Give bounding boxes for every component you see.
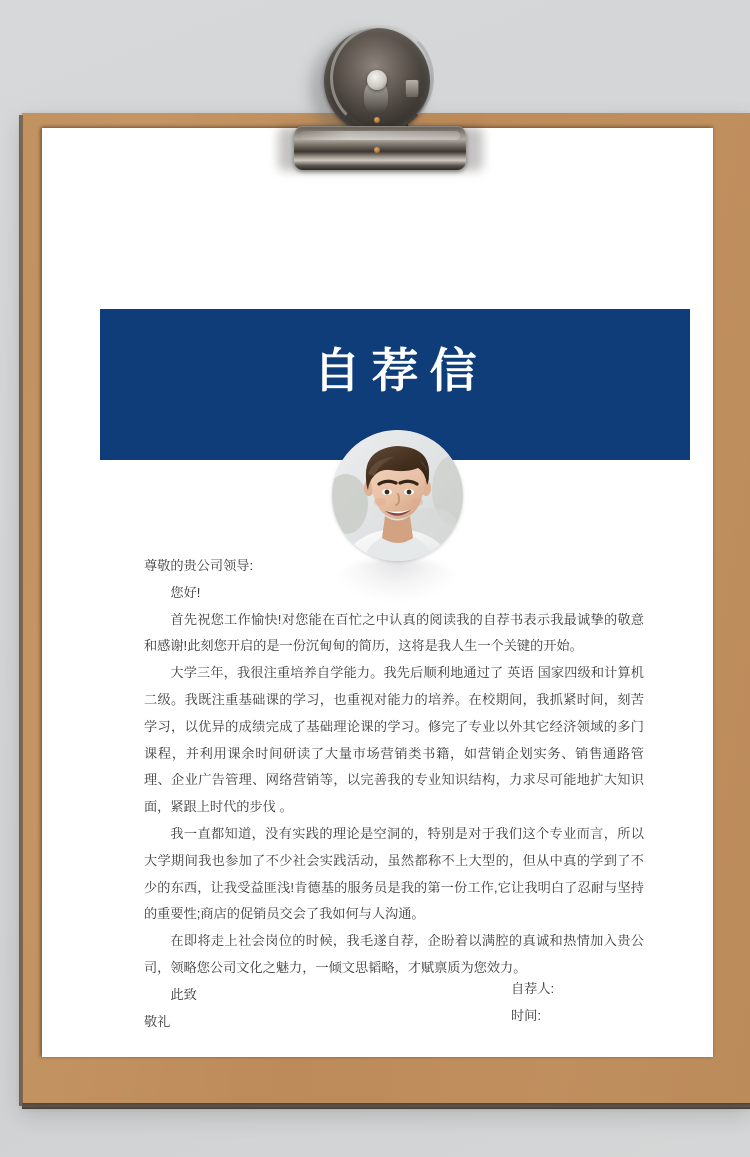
clip-release-tab <box>405 79 419 97</box>
letter-closing-1: 此致 <box>170 986 197 1002</box>
letter-body <box>144 553 644 1035</box>
date-label: 时间: <box>511 1008 542 1023</box>
signature-block <box>511 975 554 1029</box>
clipboard-left-edge <box>19 115 23 1106</box>
letter-closing-2: 敬礼 <box>144 1013 171 1029</box>
letter-paper <box>42 128 713 1057</box>
applicant-label: 自荐人: <box>511 981 555 996</box>
letter-greeting: 您好! <box>170 584 201 600</box>
avatar <box>332 430 463 561</box>
letter-paragraph-1: 首先祝您工作愉快!对您能在百忙之中认真的阅读我的自荐书表示我最诚挚的敬意和感谢!此刻您开启的是一份沉甸甸的简历，这将是我人生一个关键的开始。 <box>144 611 644 654</box>
clipboard-bottom-edge <box>22 1103 750 1109</box>
clipboard-board <box>22 113 750 1104</box>
avatar-photo <box>332 430 463 561</box>
clip-drum-gloss <box>364 79 388 113</box>
letter-salutation: 尊敬的贵公司领导: <box>144 558 254 573</box>
letter-paragraph-3: 我一直都知道，没有实践的理论是空洞的，特别是对于我们这个专业而言，所以大学期间我也参加了不少社会实践活动，虽然都称不上大型的，但从中真的学到了不少的东西，让我受益匪浅!肯德基的服务员是我的第一份工作,它让我明白了忍耐与坚持的重要性;商店的促销员交会了我如何与人沟通。 <box>144 825 644 922</box>
clip-drum-hole <box>367 70 387 90</box>
letter-paragraph-2: 大学三年，我很注重培养自学能力。我先后顺利地通过了 英语 国家四级和计算机二级。我既注重基础课的学习，也重视对能力的培养。在校期间，我抓紧时间，刻苦学习，以优异的成绩完成了基础理论课的学习。修完了专业以外其它经济领域的多门课程，并利用课余时间研读了大量市场营销类书籍，如营销企划实务、销售通路管理、企业广告管理、网络营销等，以完善我的专业知识结构，力求尽可能地扩大知识面，紧跟上时代的步伐 。 <box>144 665 644 815</box>
page-title: 自荐信 <box>313 344 488 397</box>
letter-paragraph-4: 在即将走上社会岗位的时候，我毛遂自荐，企盼着以满腔的真诚和热情加入贵公司，领略您公司文化之魅力，一倾文思韬略，才赋禀质为您效力。 <box>144 933 644 975</box>
